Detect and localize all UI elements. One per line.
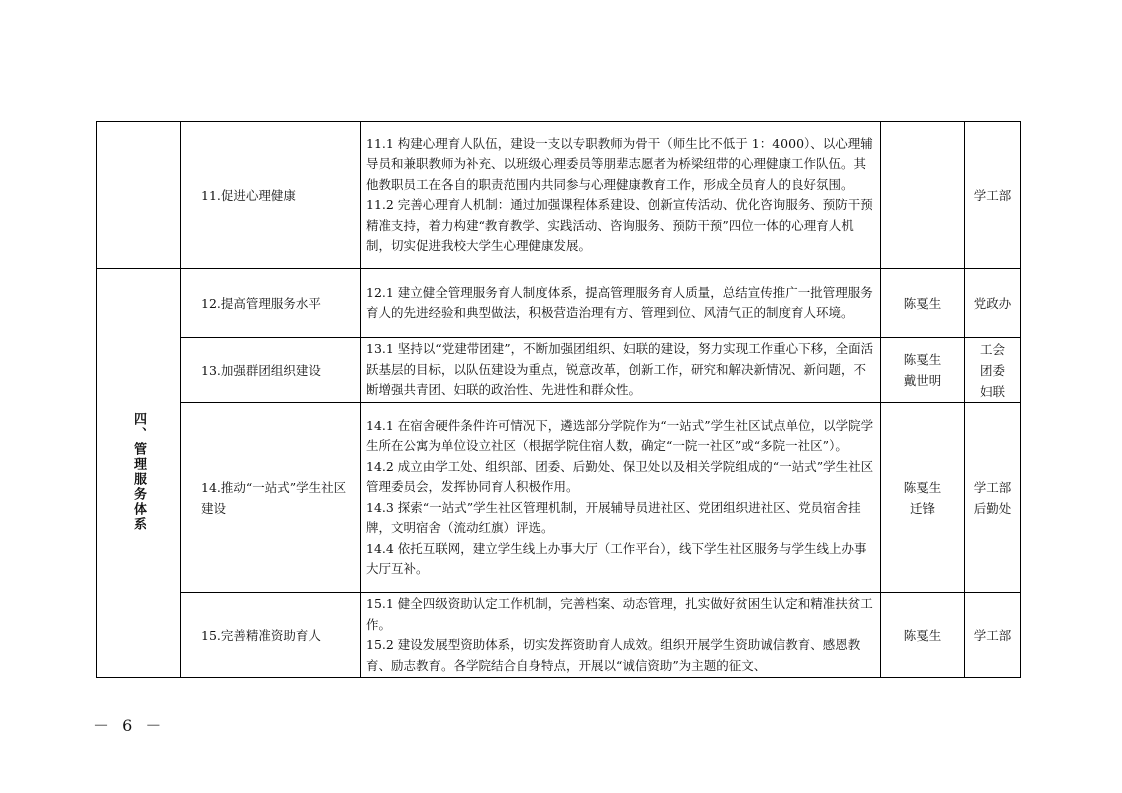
content-paragraph: 11.1 构建心理育人队伍，建设一支以专职教师为骨干（师生比不低于 1：4000）、以心理辅导员和兼职教师为补充、以班级心理委员等朋辈志愿者为桥梁纽带的心理健康工作队伍。其他教职员工在各自的职责范围内共同参与心理健康教育工作，形成全员育人的良好氛围。: [366, 135, 873, 192]
task-table: [96, 121, 1021, 678]
table-row: [97, 269, 1021, 338]
leader: 迁锋: [909, 500, 935, 516]
content-paragraph: 14.2 成立由学工处、组织部、团委、后勤处、保卫处以及相关学院组成的“一站式”学生社区管理委员会，发挥协同育人积极作用。: [366, 458, 874, 494]
task-content: [361, 593, 881, 678]
leader: 戴世明: [903, 373, 942, 388]
task-name: 15.完善精准资助育人: [181, 593, 361, 678]
department: 学工部: [973, 627, 1012, 643]
task-name: 11.促进心理健康: [181, 122, 361, 269]
task-name: 12.提高管理服务水平: [181, 269, 361, 338]
department-cell: [965, 338, 1021, 403]
department: 党政办: [973, 295, 1012, 311]
department: 学工部: [973, 479, 1012, 495]
section-title: 四、管理服务体系: [131, 411, 146, 532]
section-title-cell: [97, 269, 181, 678]
task-content: [361, 269, 881, 338]
leader-cell: [881, 338, 965, 403]
leader-cell: [881, 269, 965, 338]
task-name: 13.加强群团组织建设: [181, 338, 361, 403]
department-cell: [965, 403, 1021, 593]
task-name: 14.推动“一站式”学生社区建设: [181, 403, 361, 593]
content-paragraph: 11.2 完善心理育人机制：通过加强课程体系建设、创新宣传活动、优化咨询服务、预防干预精准支持，着力构建“教育教学、实践活动、咨询服务、预防干预”四位一体的心理育人机制，切实促进我校大学生心理健康发展。: [366, 197, 873, 253]
empty-section-cell: [97, 122, 181, 269]
department: 妇联: [979, 383, 1005, 399]
department-cell: [965, 593, 1021, 678]
leader-cell: [881, 403, 965, 593]
leader: 陈戛生: [903, 352, 942, 367]
content-paragraph: 15.2 建设发展型资助体系，切实发挥资助育人成效。组织开展学生资助诚信教育、感恩教育、励志教育。各学院结合自身特点，开展以“诚信资助”为主题的征文、: [366, 637, 861, 673]
table-row: [97, 593, 1021, 678]
leader: 陈戛生: [903, 627, 942, 643]
leader-cell: [881, 122, 965, 269]
leader: 陈戛生: [903, 295, 942, 311]
department-cell: [965, 122, 1021, 269]
content-paragraph: 14.1 在宿舍硬件条件许可情况下，遴选部分学院作为“一站式”学生社区试点单位，以学院学生所在公寓为单位设立社区（根据学院住宿人数，确定“一院一社区”或“多院一社区”）。: [366, 417, 874, 453]
table-row: [97, 338, 1021, 403]
leader: 陈戛生: [903, 479, 942, 495]
content-paragraph: 15.1 健全四级资助认定工作机制，完善档案、动态管理，扎实做好贫困生认定和精准扶贫工作。: [366, 596, 873, 632]
page-number: － 6 －: [93, 716, 166, 735]
table-row: [97, 403, 1021, 593]
department: 后勤处: [973, 500, 1012, 516]
department: 学工部: [973, 187, 1012, 203]
leader-cell: [881, 593, 965, 678]
task-content: [361, 403, 881, 593]
task-content: [361, 122, 881, 269]
table-row: [97, 122, 1021, 269]
content-paragraph: 14.3 探索“一站式”学生社区管理机制，开展辅导员进社区、党团组织进社区、党员宿舍挂牌，文明宿舍（流动红旗）评选。: [366, 499, 861, 535]
department-cell: [965, 269, 1021, 338]
content-paragraph: 13.1 坚持以“党建带团建”，不断加强团组织、妇联的建设，努力实现工作重心下移，全面活跃基层的目标，以队伍建设为重点，锐意改革，创新工作，研究和解决新情况、新问题，不断增强共青团、妇联的政治性、先进性和群众性。: [366, 341, 874, 398]
content-paragraph: 12.1 建立健全管理服务育人制度体系，提高管理服务育人质量，总结宣传推广一批管理服务育人的先进经验和典型做法，积极营造治理有方、管理到位、风清气正的制度育人环境。: [366, 284, 873, 320]
content-paragraph: 14.4 依托互联网，建立学生线上办事大厅（工作平台），线下学生社区服务与学生线上办事大厅互补。: [366, 540, 867, 576]
department: 团委: [979, 362, 1005, 378]
department: 工会: [979, 341, 1005, 357]
task-content: [361, 338, 881, 403]
